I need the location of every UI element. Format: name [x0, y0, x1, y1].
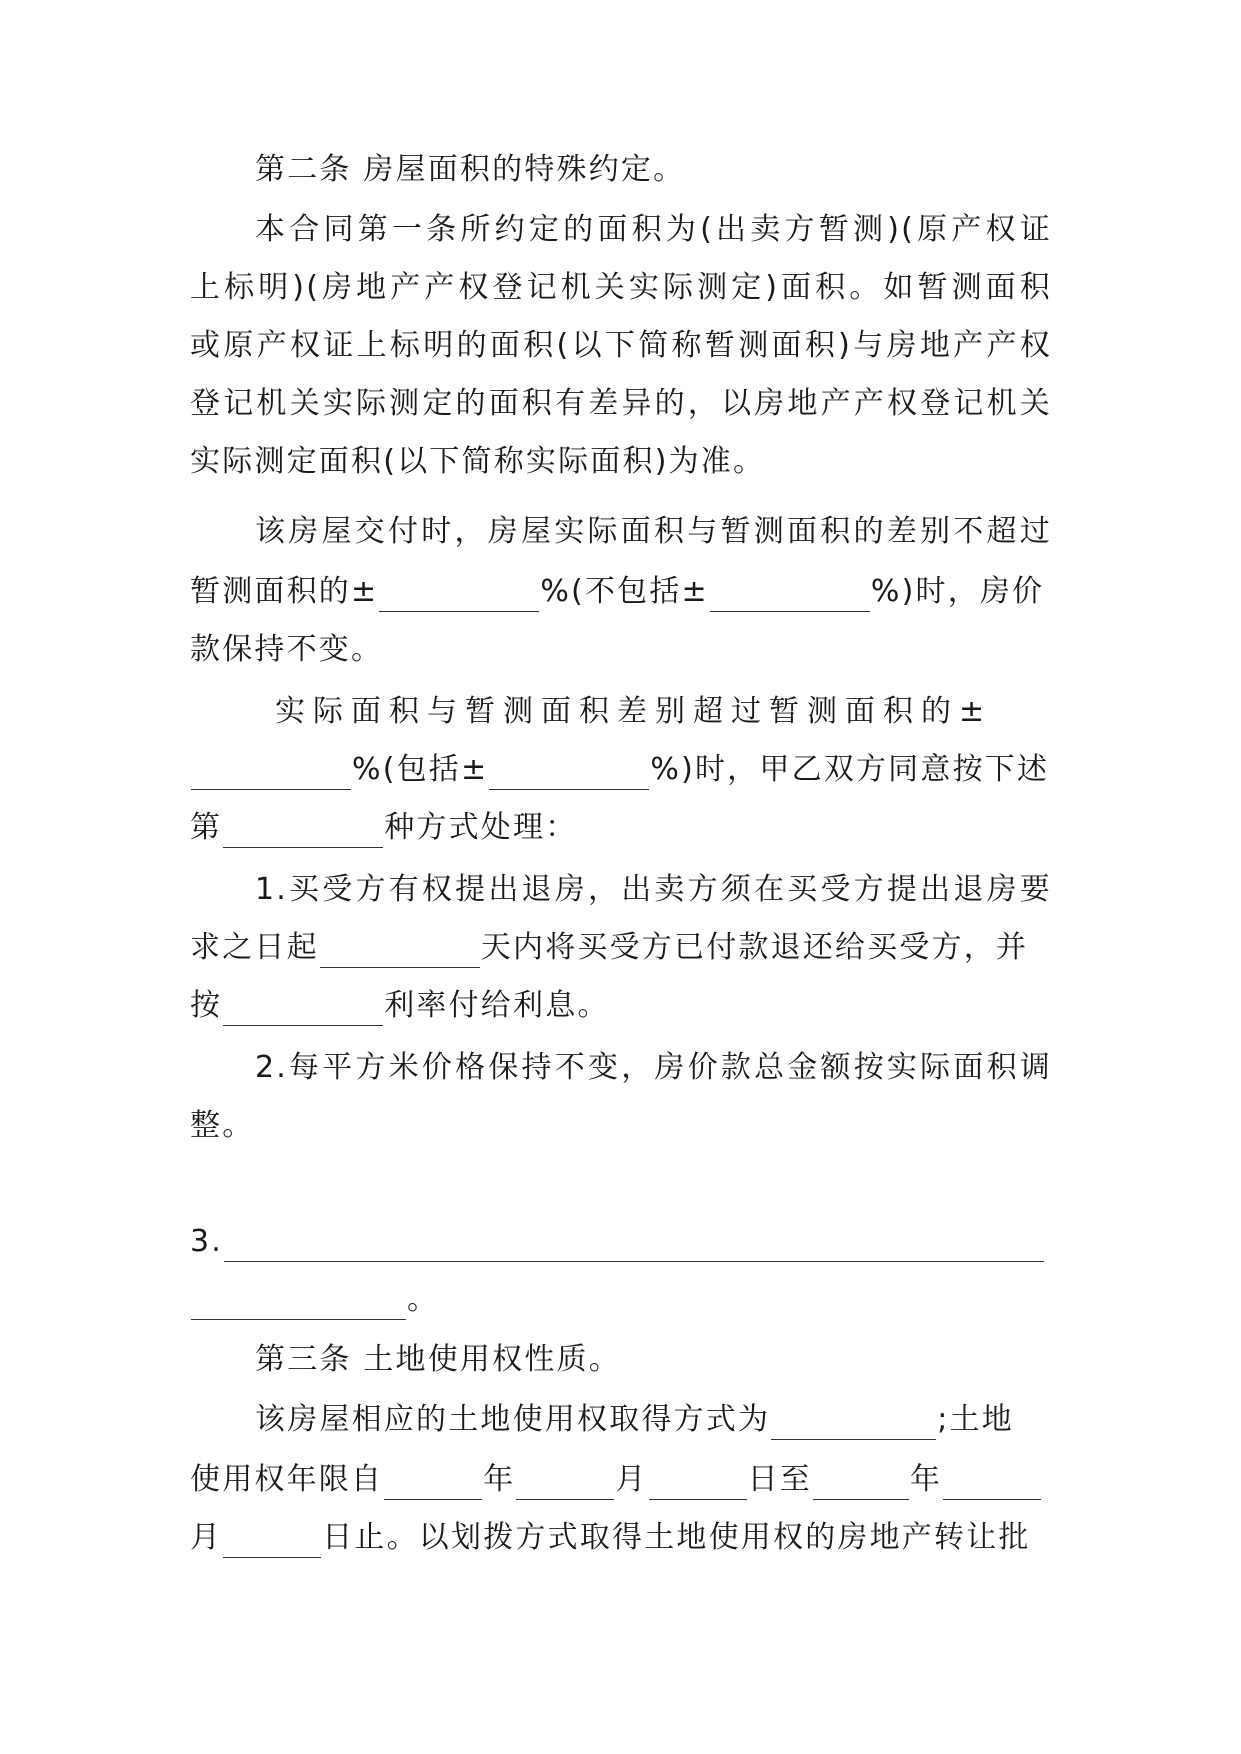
fill-in-blank	[223, 815, 383, 848]
fill-in-blank	[813, 1467, 909, 1500]
paragraph-line	[190, 986, 610, 1026]
paragraph-line: 该房屋交付时，房屋实际面积与暂测面积的差别不超过	[255, 514, 1052, 549]
fill-in-blank	[384, 1467, 482, 1500]
line-text: %(包括±	[352, 752, 489, 787]
fill-in-blank	[320, 935, 480, 968]
fill-in-blank	[223, 993, 383, 1026]
paragraph-line: 登记机关实际测定的面积有差异的，以房地产产权登记机关	[190, 386, 1052, 421]
fill-in-blank	[771, 1407, 936, 1440]
article-2-heading: 第二条 房屋面积的特殊约定。	[255, 152, 686, 187]
paragraph-line	[190, 1280, 439, 1320]
paragraph-line	[190, 1518, 1031, 1558]
line-text: %)时，房价	[870, 574, 1045, 609]
line-text: %)时，甲乙双方同意按下述	[650, 752, 1050, 787]
paragraph-line	[190, 572, 1044, 612]
fill-in-blank	[191, 757, 351, 790]
fill-in-blank	[710, 579, 870, 612]
line-text: 年	[910, 1462, 943, 1497]
paragraph-line: 款保持不变。	[190, 632, 384, 667]
article-3-heading: 第三条 土地使用权性质。	[255, 1342, 621, 1377]
line-text: 该房屋相应的土地使用权取得方式为	[255, 1402, 771, 1437]
line-text: 日至	[747, 1462, 813, 1497]
line-text: 月	[615, 1462, 648, 1497]
line-text: 种方式处理：	[384, 810, 578, 845]
line-text: ;土地	[937, 1402, 1014, 1437]
line-text: 日止。以划拨方式取得土地使用权的房地产转让批	[322, 1520, 1031, 1555]
paragraph-line: 本合同第一条所约定的面积为(出卖方暂测)(原产权证	[255, 212, 1052, 247]
paragraph-line: 实际测定面积(以下简称实际面积)为准。	[190, 444, 766, 479]
fill-in-blank	[191, 1287, 406, 1320]
paragraph-line: 整。	[190, 1108, 255, 1143]
paragraph-line: 或原产权证上标明的面积(以下简称暂测面积)与房地产产权	[190, 328, 1052, 363]
paragraph-line: 上标明)(房地产产权登记机关实际测定)面积。如暂测面积	[190, 270, 1052, 305]
line-text: 。	[407, 1282, 440, 1317]
line-text: 第	[190, 810, 223, 845]
fill-in-blank	[223, 1525, 321, 1558]
line-text: 暂测面积的±	[190, 574, 379, 609]
line-text: 月	[190, 1520, 223, 1555]
line-text: 利率付给利息。	[384, 988, 610, 1023]
paragraph-line	[190, 1460, 1042, 1500]
paragraph-line	[190, 928, 1028, 968]
paragraph-line: 2.每平方米价格保持不变，房价款总金额按实际面积调	[255, 1050, 1052, 1085]
paragraph-line	[190, 750, 1049, 790]
line-text: %(不包括±	[540, 574, 709, 609]
fill-in-blank	[379, 579, 539, 612]
fill-in-blank	[489, 757, 649, 790]
paragraph-line: 实际面积与暂测面积差别超过暂测面积的±	[275, 694, 993, 729]
fill-in-blank	[516, 1467, 614, 1500]
line-text: 求之日起	[190, 930, 319, 965]
fill-in-blank	[943, 1467, 1041, 1500]
line-text: 3.	[190, 1224, 224, 1259]
line-text: 天内将买受方已付款退还给买受方，并	[480, 930, 1029, 965]
paragraph-line: 1.买受方有权提出退房，出卖方须在买受方提出退房要	[255, 872, 1052, 907]
line-text: 按	[190, 988, 223, 1023]
fill-in-blank	[224, 1229, 1044, 1262]
line-text: 年	[483, 1462, 516, 1497]
paragraph-line	[190, 1222, 1045, 1262]
fill-in-blank	[649, 1467, 747, 1500]
line-text: 使用权年限自	[190, 1462, 384, 1497]
paragraph-line	[255, 1400, 1014, 1440]
paragraph-line	[190, 808, 577, 848]
